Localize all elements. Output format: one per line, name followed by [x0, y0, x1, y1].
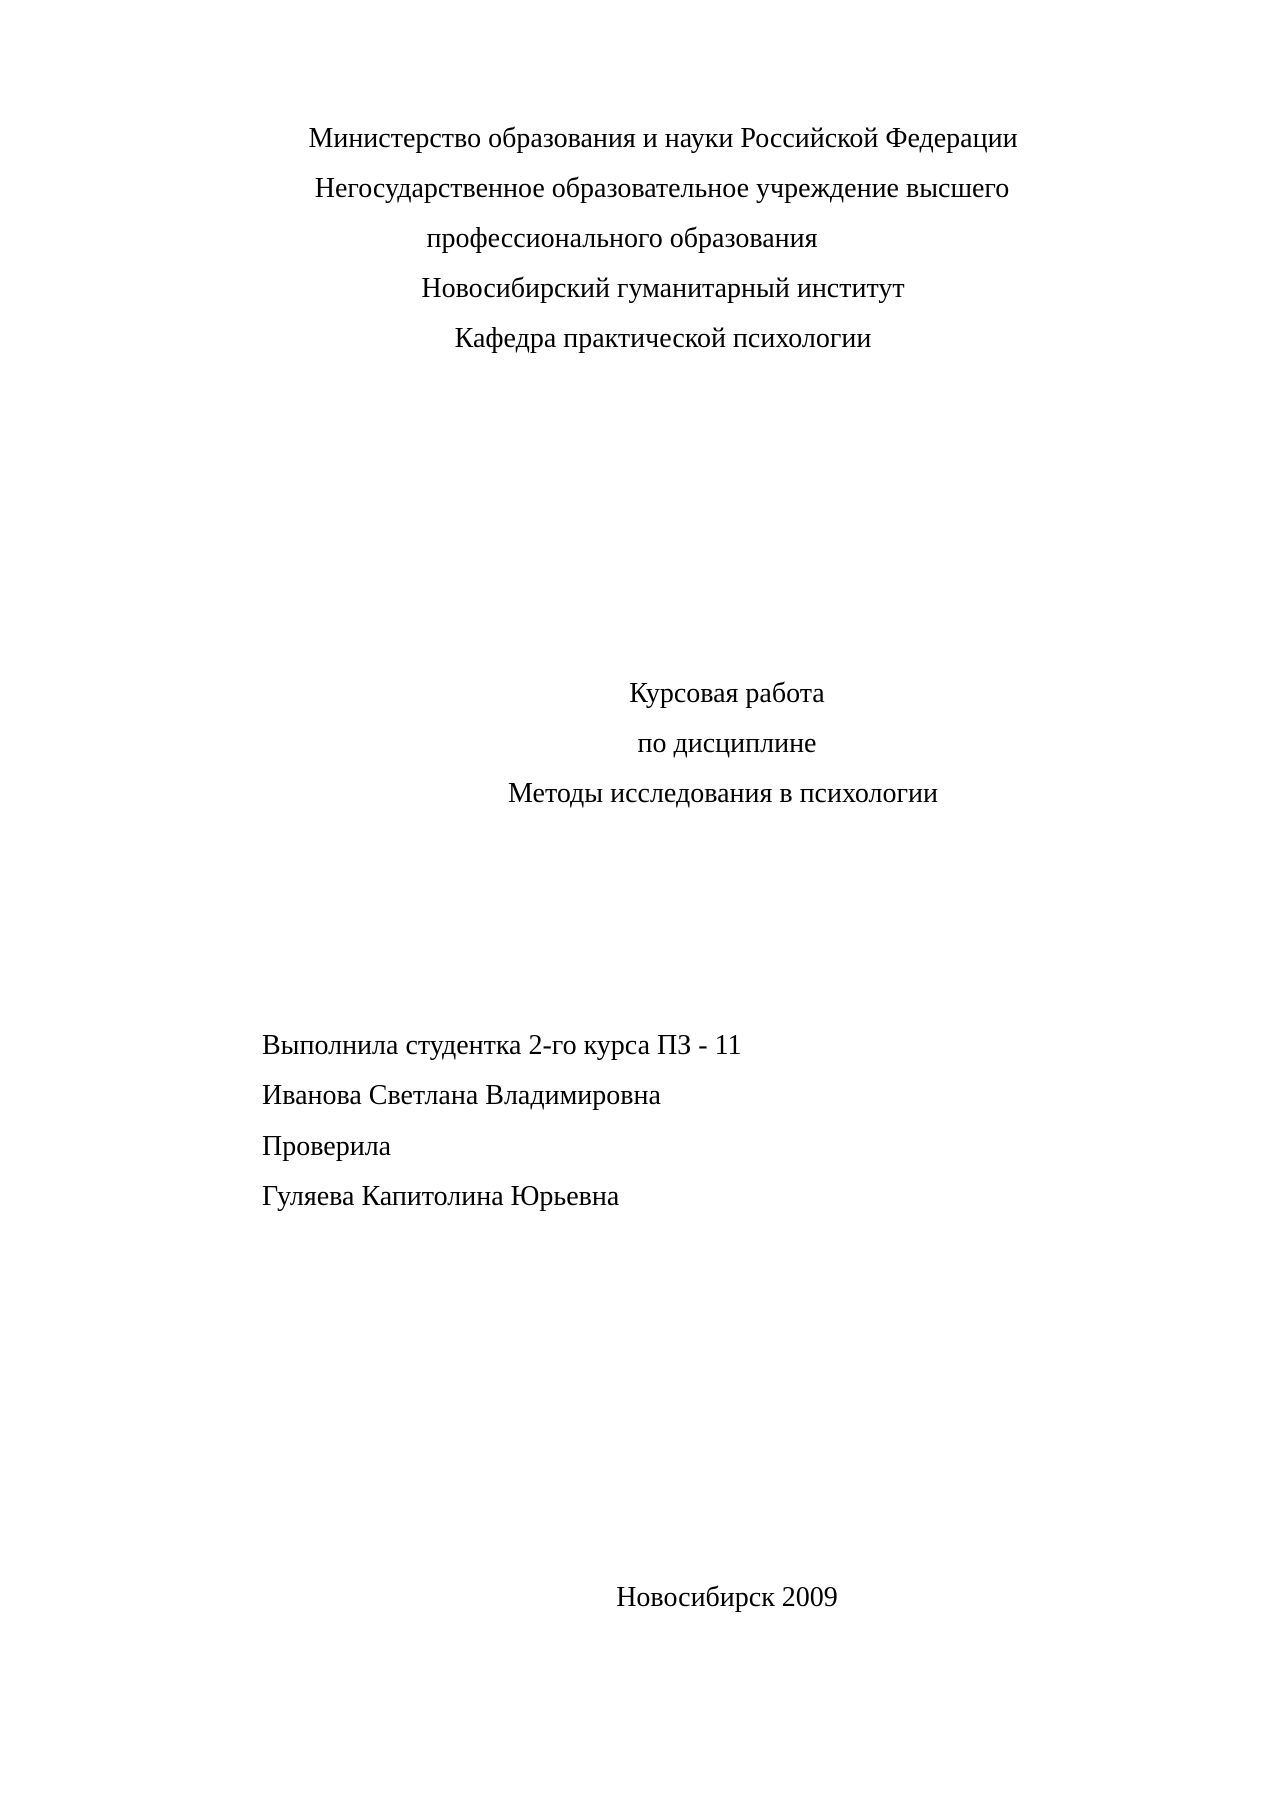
department-name: Кафедра практической психологии — [454, 323, 872, 354]
teacher-name: Гуляева Капитолина Юрьевна — [262, 1181, 620, 1212]
work-type: Курсовая работа — [629, 678, 825, 709]
city-year: Новосибирск 2009 — [616, 1582, 838, 1613]
institute-name: Новосибирский гуманитарный институт — [421, 273, 905, 304]
checked-by-label: Проверила — [262, 1131, 392, 1162]
institution-line-2: профессионального образования — [426, 223, 818, 254]
discipline-prefix: по дисциплине — [637, 728, 817, 759]
ministry-line: Министерство образования и науки Российской Федерации — [308, 123, 1018, 154]
institution-line-1: Негосударственное образовательное учреждение высшего — [314, 173, 1010, 204]
discipline-name: Методы исследования в психологии — [508, 778, 938, 809]
performed-by-line: Выполнила студентка 2-го курса ПЗ - 11 — [262, 1030, 742, 1061]
student-name: Иванова Светлана Владимировна — [262, 1080, 661, 1111]
